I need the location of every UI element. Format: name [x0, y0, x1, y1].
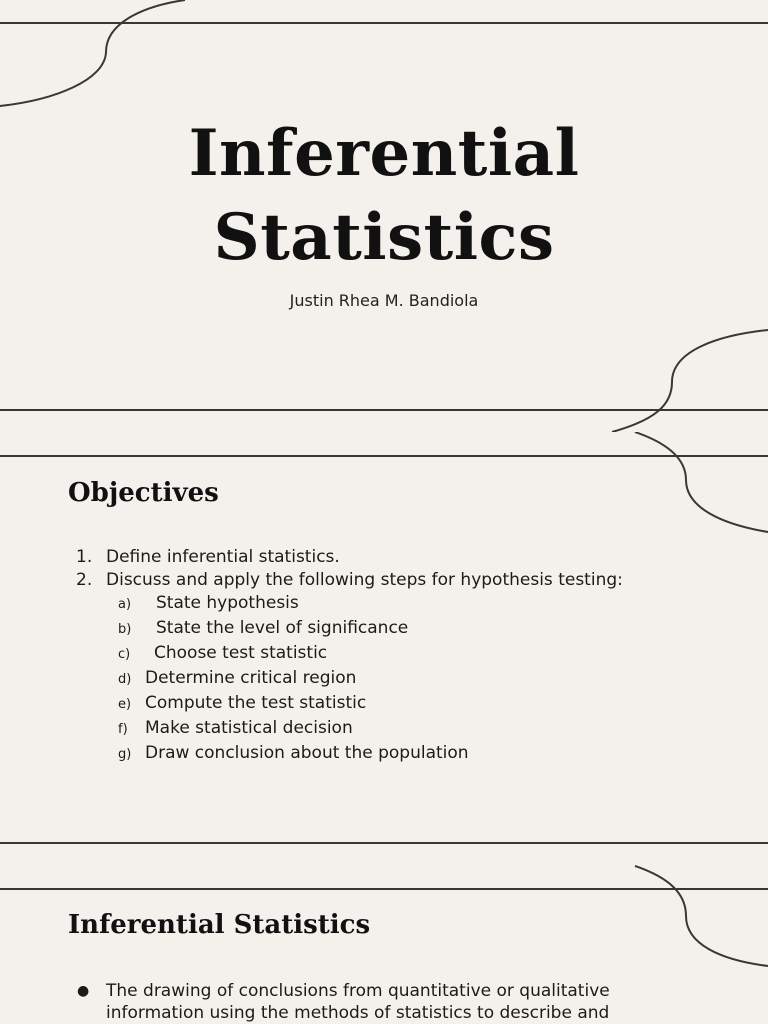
list-text: Discuss and apply the following steps for hypothesis testing: — [106, 570, 623, 590]
step-letter: e) — [118, 697, 132, 712]
list-text: Define inferential statistics. — [106, 547, 340, 567]
step-text: Draw conclusion about the population — [145, 743, 469, 763]
author-name: Justin Rhea M. Bandiola — [289, 291, 479, 310]
step-text: State hypothesis — [156, 593, 299, 613]
step-text: Make statistical decision — [145, 718, 353, 738]
title-slide — [0, 0, 768, 432]
step-letter: b) — [118, 622, 132, 637]
step-letter: g) — [118, 747, 132, 762]
step-text: Compute the test statistic — [145, 693, 367, 713]
step-letter: f) — [118, 722, 128, 737]
section-heading: Inferential Statistics — [68, 910, 371, 940]
step-text: Determine critical region — [145, 668, 357, 688]
step-letter: d) — [118, 672, 132, 687]
list-number: 1. — [76, 547, 93, 567]
step-text: Choose test statistic — [154, 643, 328, 663]
objectives-heading: Objectives — [68, 478, 219, 508]
step-text: State the level of significance — [156, 618, 409, 638]
objectives-slide — [0, 432, 768, 864]
inferential-statistics-slide — [0, 864, 768, 1024]
step-letter: c) — [118, 647, 131, 662]
title-line-1: Inferential — [188, 116, 580, 191]
bullet-icon: ● — [77, 983, 90, 999]
step-letter: a) — [118, 597, 132, 612]
bullet-text: The drawing of conclusions from quantitative or qualitative information using the methods of statistics to describe and — [106, 981, 610, 1023]
list-number: 2. — [76, 570, 93, 590]
title-line-2: Statistics — [213, 200, 555, 275]
presentation-title — [0, 112, 768, 280]
